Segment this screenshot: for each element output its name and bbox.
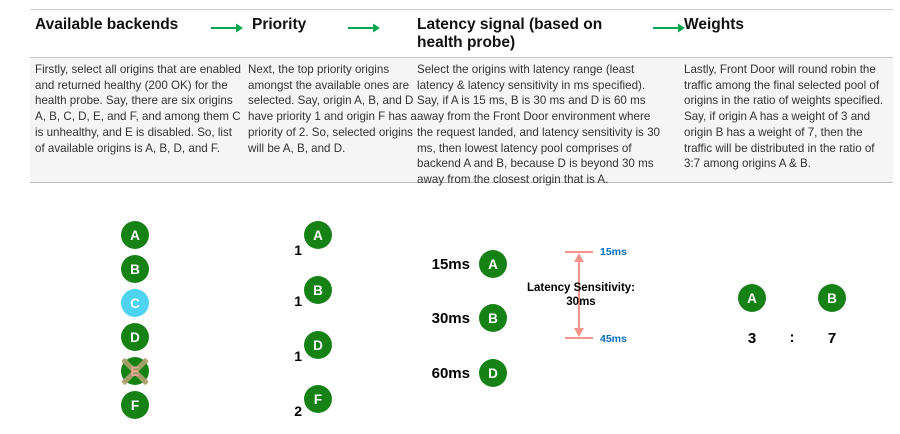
priority-value-d: 1 [294,348,302,364]
weight-value-b: 7 [827,330,837,347]
priority-value-f: 2 [294,403,302,419]
description-available-backends: Firstly, select all origins that are enabled and returned healthy (200 OK) for the health probe. Say, there are six origins A, B, C, D, E, and F, and among them C is unhealthy, and E is disabled. So, list of available origins is A, B, D, and F. [35,63,241,155]
latency-sensitivity-label: Latency Sensitivity: [526,282,635,294]
weight-origin-b: B [818,284,846,312]
description-weights: Lastly, Front Door will round robin the traffic among the final selected pool of origins in the ratio of weights specified. Say, if origin A has a weight of 3 and origin B has a weight of 7, then the traffic will be distributed in the ratio of 3:7 among origins A & B. [684,63,884,171]
latency-origin-a: A [479,250,507,278]
origin-a-available: A [121,221,149,249]
priority-origin-d: D [304,331,332,359]
header-weights: Weights [684,16,744,33]
latency-origin-d: D [479,359,507,387]
weight-value-a: 3 [747,330,757,347]
priority-origin-a: A [304,221,332,249]
origin-f-available: F [121,391,149,419]
flow-arrow-icon [210,21,244,33]
table-top-border [30,9,893,10]
priority-value-a: 1 [294,242,302,258]
header-latency-signal: Latency signal (based on health probe) [417,16,603,51]
flow-arrow-icon [347,21,381,33]
header-priority: Priority [252,16,307,33]
description-latency: Select the origins with latency range (least latency & latency sensitivity in ms specified). Say, if A is 15 ms, B is 30 ms and D is 60 ms away from the Front Door environment where the request landed, and latency sensitivity is 30 ms, then lowest latency pool comprises of backend A and B, because D is beyond 30 ms away from the closest origin that is A. [417,63,660,186]
origin-d-available: D [121,323,149,351]
latency-value-d: 60ms [431,365,470,382]
latency-range-bottom-label: 45ms [600,333,627,345]
origin-e-disabled: E [121,357,149,385]
latency-value-a: 15ms [431,256,470,273]
latency-value-b: 30ms [431,310,470,327]
origin-c-unhealthy: C [121,289,149,317]
header-available-backends: Available backends [35,16,179,33]
flow-arrow-icon [652,21,686,33]
priority-value-b: 1 [294,293,302,309]
latency-origin-b: B [479,304,507,332]
weight-ratio-separator: : [789,329,795,346]
description-priority: Next, the top priority origins amongst the available ones are selected. Say, origin A, B, and D have priority 1 and origin F has a priority of 2. So, selected origins will be A, B, and D. [248,63,417,155]
latency-sensitivity-value: 30ms [566,295,596,308]
latency-sensitivity-callout [508,282,654,309]
origin-b-available: B [121,255,149,283]
priority-origin-b: B [304,276,332,304]
priority-origin-f: F [304,385,332,413]
weight-origin-a: A [738,284,766,312]
latency-range-top-label: 15ms [600,246,627,258]
